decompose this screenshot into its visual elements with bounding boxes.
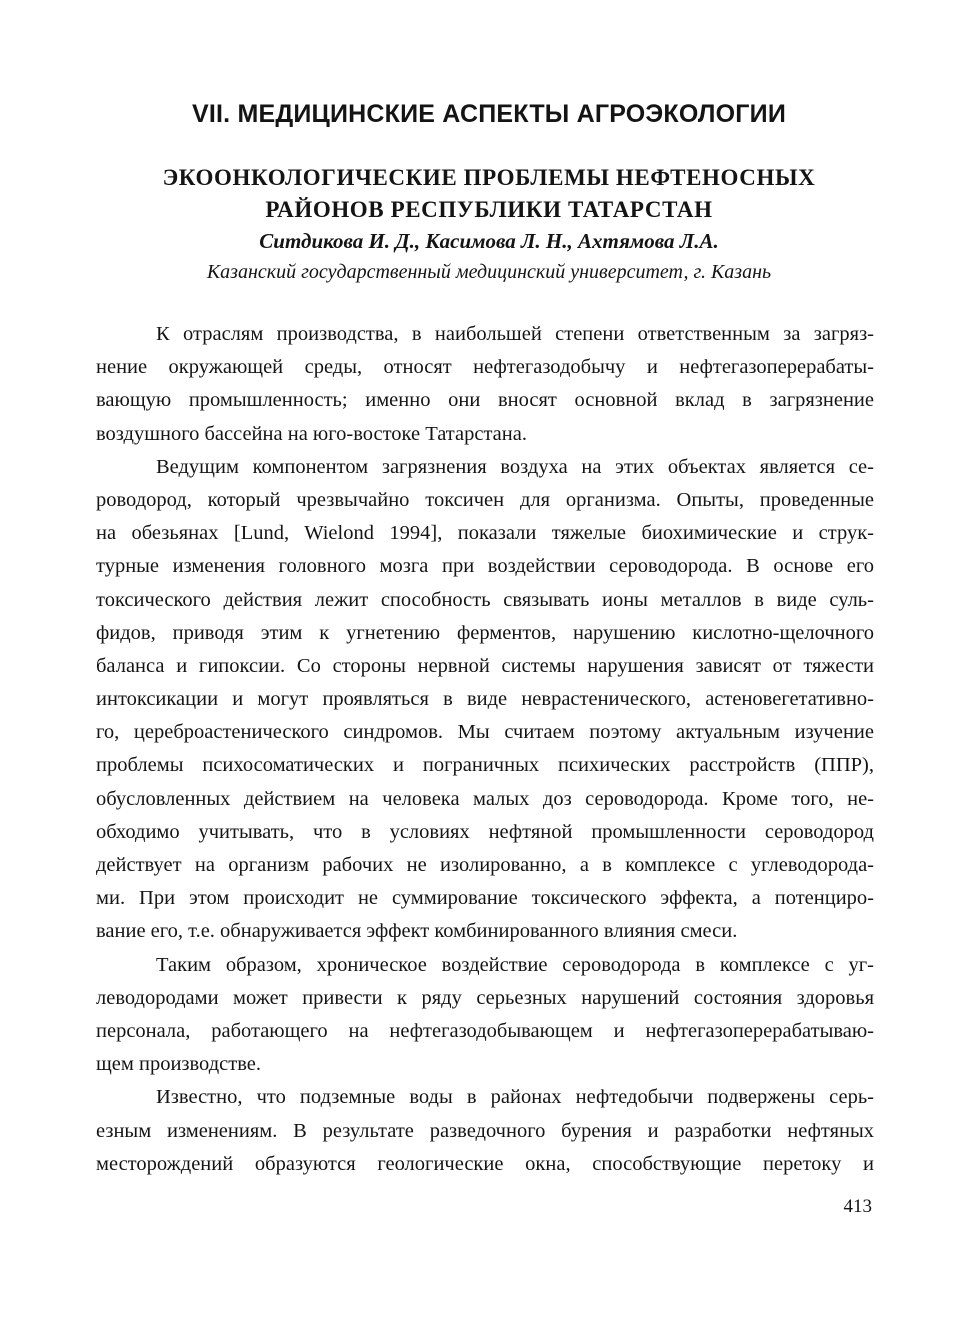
article-title-line-2: РАЙОНОВ РЕСПУБЛИКИ ТАТАРСТАН (265, 197, 713, 222)
text-line: Ведущим компонентом загрязнения воздуха на этих объектах является се- (156, 455, 874, 478)
text-line: турные изменения головного мозга при воздействии сероводорода. В основе его (96, 555, 874, 578)
paragraph-3 (96, 949, 874, 1082)
text-line: фидов, приводя этим к угнетению ферментов, нарушению кислотно-щелочного (96, 621, 874, 644)
paragraph-1 (96, 318, 874, 451)
text-line: действует на организм рабочих не изолированно, а в комплексе с углеводорода- (96, 854, 874, 876)
text-line: обусловленных действием на человека малых доз сероводорода. Кроме того, не- (96, 787, 874, 810)
text-line: персонала, работающего на нефтегазодобывающем и нефтегазоперерабатываю- (96, 1019, 874, 1042)
text-line: вающую промышленность; именно они вносят основной вклад в загрязнение (96, 389, 874, 412)
text-line: обходимо учитывать, что в условиях нефтяной промышленности сероводород (96, 820, 874, 843)
text-line: езным изменениям. В результате разведочного бурения и разработки нефтяных (96, 1119, 874, 1142)
paragraph-2 (96, 451, 874, 949)
text-line: роводород, который чрезвычайно токсичен для организма. Опыты, проведенные (96, 488, 874, 511)
affiliation: Казанский государственный медицинский университет, г. Казань (206, 261, 772, 283)
authors: Ситдикова И. Д., Касимова Л. Н., Ахтямова Л.А. (259, 229, 719, 253)
section-title: VII. МЕДИЦИНСКИЕ АСПЕКТЫ АГРОЭКОЛОГИИ (191, 100, 786, 128)
text-line: го, цереброастенического синдромов. Мы считаем поэтому актуальным изучение (96, 721, 874, 744)
text-line: нение окружающей среды, относят нефтегазодобычу и нефтегазоперерабаты- (96, 356, 874, 379)
text-line: вание его, т.е. обнаруживается эффект комбинированного влияния смеси. (96, 920, 738, 943)
text-line: воздушного бассейна на юго-востоке Татарстана. (96, 422, 527, 445)
text-line: щем производстве. (96, 1053, 261, 1076)
text-line: Таким образом, хроническое воздействие сероводорода в комплексе с уг- (156, 953, 874, 976)
article-body (96, 318, 874, 1181)
text-line: проблемы психосоматических и пограничных психических расстройств (ППР), (96, 754, 874, 777)
text-line: леводородами может привести к ряду серьезных нарушений состояния здоровья (96, 986, 874, 1009)
paragraph-4 (96, 1081, 874, 1181)
text-line: К отраслям производства, в наибольшей степени ответственным за загряз- (156, 323, 874, 345)
text-line: Известно, что подземные воды в районах нефтедобычи подвержены серь- (156, 1086, 874, 1109)
text-line: токсического действия лежит способность связывать ионы металлов в виде суль- (96, 588, 874, 611)
text-line: баланса и гипоксии. Со стороны нервной системы нарушения зависят от тяжести (96, 654, 874, 677)
text-line: на обезьянах [Lund, Wielond 1994], показали тяжелые биохимические и струк- (96, 522, 874, 545)
text-line: месторождений образуются геологические окна, способствующие перетоку и (96, 1152, 874, 1175)
text-line: ми. При этом происходит не суммирование токсического эффекта, а потенциро- (96, 887, 874, 910)
article-title (100, 162, 878, 226)
text-line: интоксикации и могут проявляться в виде неврастенического, астеновегетативно- (96, 688, 874, 711)
article-title-line-1: ЭКООНКОЛОГИЧЕСКИЕ ПРОБЛЕМЫ НЕФТЕНОСНЫХ (162, 165, 816, 190)
page-number: 413 (843, 1196, 872, 1217)
